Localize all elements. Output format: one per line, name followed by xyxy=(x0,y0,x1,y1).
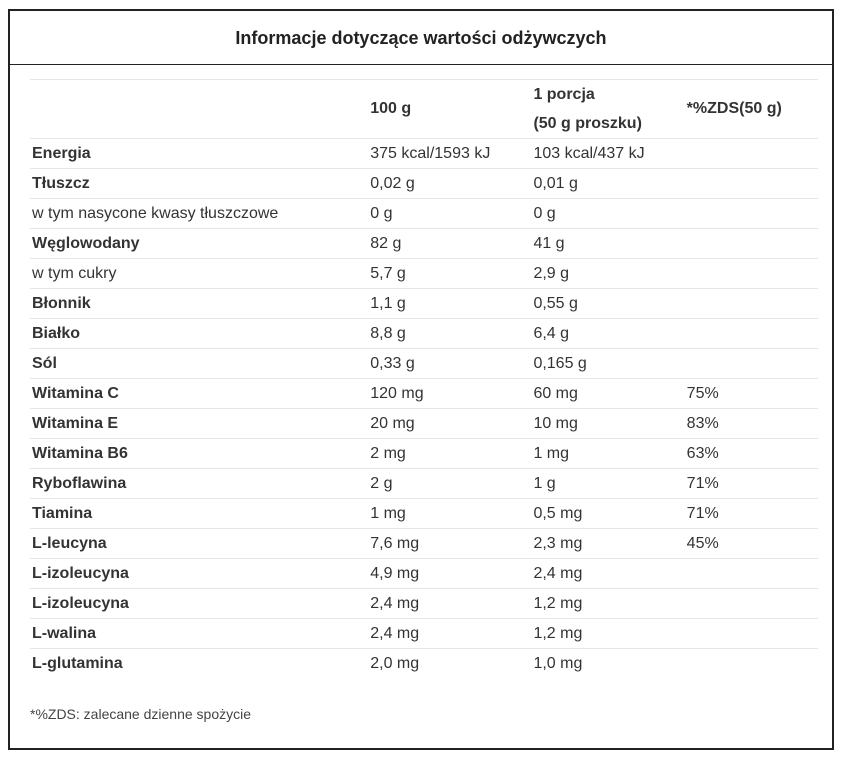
nutrition-table xyxy=(30,79,818,678)
footnote: *%ZDS: zalecane dzienne spożycie xyxy=(30,706,252,722)
table-row xyxy=(30,199,818,229)
header-per-portion xyxy=(531,80,684,139)
table-row xyxy=(30,139,818,169)
table-row xyxy=(30,559,818,589)
header-per-100g: 100 g xyxy=(368,80,531,139)
value-per-100g: 1,1 g xyxy=(368,289,531,319)
value-per-100g: 7,6 mg xyxy=(368,529,531,559)
value-per-100g: 120 mg xyxy=(368,379,531,409)
nutrition-panel xyxy=(8,9,834,750)
value-zds xyxy=(685,649,818,679)
table-row xyxy=(30,439,818,469)
nutrient-name: Sól xyxy=(30,349,368,379)
value-zds xyxy=(685,139,818,169)
panel-header xyxy=(10,11,832,65)
nutrient-name: Witamina B6 xyxy=(30,439,368,469)
table-row xyxy=(30,169,818,199)
value-per-portion: 1,2 mg xyxy=(531,619,684,649)
table-header-row xyxy=(30,80,818,139)
value-per-portion: 1 mg xyxy=(531,439,684,469)
value-per-100g: 8,8 g xyxy=(368,319,531,349)
nutrient-name: Błonnik xyxy=(30,289,368,319)
nutrient-name: w tym nasycone kwasy tłuszczowe xyxy=(30,199,368,229)
value-per-portion: 0,5 mg xyxy=(531,499,684,529)
value-per-portion: 0,01 g xyxy=(531,169,684,199)
nutrient-name: L-glutamina xyxy=(30,649,368,679)
value-per-portion: 41 g xyxy=(531,229,684,259)
value-per-portion: 1,0 mg xyxy=(531,649,684,679)
nutrient-name: Witamina C xyxy=(30,379,368,409)
header-portion-line1: 1 porcja xyxy=(533,86,595,103)
nutrient-name: Energia xyxy=(30,139,368,169)
nutrient-name: w tym cukry xyxy=(30,259,368,289)
nutrient-name: L-walina xyxy=(30,619,368,649)
value-per-portion: 60 mg xyxy=(531,379,684,409)
table-row xyxy=(30,529,818,559)
value-zds xyxy=(685,349,818,379)
nutrient-name: Tiamina xyxy=(30,499,368,529)
value-zds: 83% xyxy=(685,409,818,439)
value-per-portion: 0,55 g xyxy=(531,289,684,319)
panel-title: Informacje dotyczące wartości odżywczych xyxy=(235,28,607,48)
table-row xyxy=(30,649,818,679)
value-per-portion: 2,3 mg xyxy=(531,529,684,559)
nutrient-name: L-leucyna xyxy=(30,529,368,559)
value-per-portion: 1,2 mg xyxy=(531,589,684,619)
header-portion-line2: (50 g proszku) xyxy=(533,115,642,132)
value-per-portion: 10 mg xyxy=(531,409,684,439)
value-per-portion: 2,4 mg xyxy=(531,559,684,589)
table-row xyxy=(30,319,818,349)
value-per-100g: 0 g xyxy=(368,199,531,229)
value-per-100g: 1 mg xyxy=(368,499,531,529)
table-row xyxy=(30,499,818,529)
value-zds xyxy=(685,229,818,259)
value-per-100g: 0,02 g xyxy=(368,169,531,199)
table-row xyxy=(30,259,818,289)
value-per-100g: 82 g xyxy=(368,229,531,259)
value-per-100g: 2,4 mg xyxy=(368,589,531,619)
header-nutrient xyxy=(30,80,368,139)
header-zds: *%ZDS(50 g) xyxy=(685,80,818,139)
value-per-100g: 375 kcal/1593 kJ xyxy=(368,139,531,169)
value-zds: 71% xyxy=(685,499,818,529)
value-per-100g: 2,4 mg xyxy=(368,619,531,649)
value-per-portion: 6,4 g xyxy=(531,319,684,349)
nutrient-name: Ryboflawina xyxy=(30,469,368,499)
value-zds xyxy=(685,289,818,319)
nutrient-name: Tłuszcz xyxy=(30,169,368,199)
value-per-100g: 5,7 g xyxy=(368,259,531,289)
value-zds xyxy=(685,259,818,289)
value-per-portion: 0 g xyxy=(531,199,684,229)
value-zds xyxy=(685,559,818,589)
value-zds: 45% xyxy=(685,529,818,559)
value-zds xyxy=(685,199,818,229)
value-zds: 63% xyxy=(685,439,818,469)
value-per-100g: 2 g xyxy=(368,469,531,499)
value-zds: 75% xyxy=(685,379,818,409)
value-per-portion: 1 g xyxy=(531,469,684,499)
nutrient-name: Witamina E xyxy=(30,409,368,439)
table-row xyxy=(30,409,818,439)
value-zds: 71% xyxy=(685,469,818,499)
value-zds xyxy=(685,319,818,349)
nutrient-name: L-izoleucyna xyxy=(30,559,368,589)
nutrient-name: Węglowodany xyxy=(30,229,368,259)
value-per-100g: 0,33 g xyxy=(368,349,531,379)
value-zds xyxy=(685,589,818,619)
nutrient-name: Białko xyxy=(30,319,368,349)
value-zds xyxy=(685,169,818,199)
value-zds xyxy=(685,619,818,649)
table-row xyxy=(30,619,818,649)
table-row xyxy=(30,469,818,499)
table-row xyxy=(30,379,818,409)
value-per-portion: 2,9 g xyxy=(531,259,684,289)
nutrient-name: L-izoleucyna xyxy=(30,589,368,619)
value-per-portion: 0,165 g xyxy=(531,349,684,379)
value-per-100g: 2,0 mg xyxy=(368,649,531,679)
table-row xyxy=(30,289,818,319)
value-per-portion: 103 kcal/437 kJ xyxy=(531,139,684,169)
value-per-100g: 4,9 mg xyxy=(368,559,531,589)
value-per-100g: 20 mg xyxy=(368,409,531,439)
table-row xyxy=(30,229,818,259)
table-row xyxy=(30,349,818,379)
value-per-100g: 2 mg xyxy=(368,439,531,469)
nutrition-table-body xyxy=(30,80,818,679)
table-row xyxy=(30,589,818,619)
